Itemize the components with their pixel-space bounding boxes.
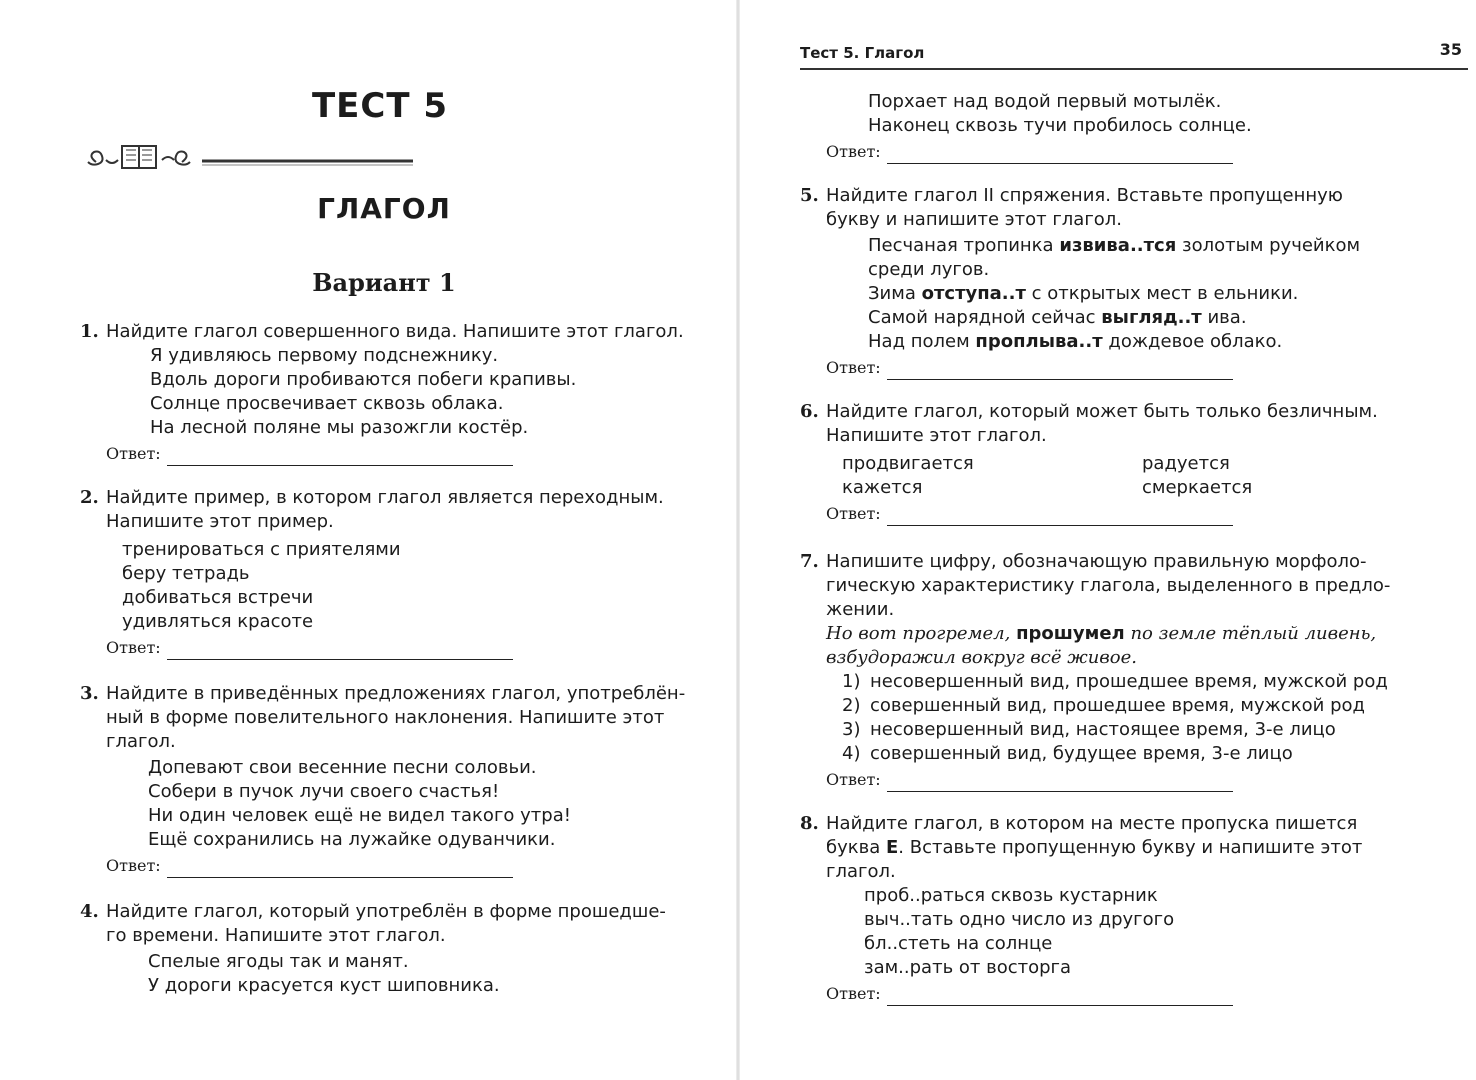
example: удивляться красоте: [122, 611, 314, 632]
question-text: Найдите глагол совершенного вида. Напишите этот глагол.: [106, 321, 684, 342]
sentence: Наконец сквозь тучи пробилось солнце.: [868, 115, 1252, 136]
question-text: Напишите цифру, обозначающую правильную морфоло-: [826, 551, 1367, 572]
sentence: Допевают свои весенние песни соловьи.: [148, 757, 537, 778]
question-text: гическую характеристику глагола, выделенного в предло-: [826, 575, 1391, 596]
question-text: Найдите глагол II спряжения. Вставьте пропущенную: [826, 185, 1343, 206]
choice: радуется: [1142, 453, 1230, 474]
variant-title: Вариант 1: [312, 268, 456, 297]
sentence: Собери в пучок лучи своего счастья!: [148, 781, 500, 802]
choice: продвигается: [842, 453, 974, 474]
question-text: жении.: [826, 599, 895, 620]
running-header: [800, 40, 1468, 70]
question-text: глагол.: [106, 731, 176, 752]
sentence: Ещё сохранились на лужайке одуванчики.: [148, 829, 556, 850]
sentence: Вдоль дороги пробиваются побеги крапивы.: [150, 369, 577, 390]
choice: кажется: [842, 477, 923, 498]
question-number: 7.: [800, 551, 819, 572]
answer-label: Ответ:: [826, 142, 881, 161]
header-title: Тест 5. Глагол: [800, 44, 925, 62]
question-text: Найдите глагол, который употреблён в форме прошедше-: [106, 901, 666, 922]
question-number: 3.: [80, 683, 99, 704]
question-text: Напишите этот пример.: [106, 511, 334, 532]
question-6: [800, 400, 1446, 526]
book-ornament-icon: [78, 140, 418, 180]
sentence: среди лугов.: [868, 259, 990, 280]
sentence: Над полем проплыва..т дождевое облако.: [868, 331, 1283, 352]
answer-label: Ответ:: [106, 638, 161, 657]
question-3: [80, 682, 706, 878]
highlighted-verb: проплыва..т: [975, 331, 1103, 352]
choice: смеркается: [1142, 477, 1253, 498]
example: добиваться встречи: [122, 587, 314, 608]
sentence: Порхает над водой первый мотылёк.: [868, 91, 1222, 112]
example: тренироваться с приятелями: [122, 539, 401, 560]
answer-field[interactable]: [106, 636, 706, 660]
page-number: 35: [1439, 40, 1462, 59]
question-text: букву и напишите этот глагол.: [826, 209, 1123, 230]
question-number: 4.: [80, 901, 99, 922]
option-3[interactable]: 3) несовершенный вид, настоящее время, 3-е лицо: [842, 719, 1336, 740]
highlighted-verb: отступа..т: [921, 283, 1026, 304]
answer-field[interactable]: [106, 854, 706, 878]
question-4: [80, 900, 706, 998]
question-text: Найдите глагол, который может быть только безличным.: [826, 401, 1378, 422]
answer-label: Ответ:: [106, 856, 161, 875]
question-8: [800, 812, 1446, 1006]
sentence: Спелые ягоды так и манят.: [148, 951, 409, 972]
option-4[interactable]: 4) совершенный вид, будущее время, 3-е лицо: [842, 743, 1293, 764]
answer-label: Ответ:: [826, 504, 881, 523]
answer-label: Ответ:: [826, 358, 881, 377]
question-text: Найдите пример, в котором глагол является переходным.: [106, 487, 664, 508]
sentence: Самой нарядной сейчас выгляд..т ива.: [868, 307, 1247, 328]
question-1: [80, 320, 706, 466]
answer-field[interactable]: [826, 982, 1446, 1006]
question-text: Напишите этот глагол.: [826, 425, 1047, 446]
answer-label: Ответ:: [106, 444, 161, 463]
question-number: 6.: [800, 401, 819, 422]
answer-field[interactable]: [826, 356, 1446, 380]
answer-label: Ответ:: [826, 770, 881, 789]
option-1[interactable]: 1) несовершенный вид, прошедшее время, мужской род: [842, 671, 1388, 692]
question-7: [800, 550, 1456, 792]
question-number: 2.: [80, 487, 99, 508]
answer-field[interactable]: [106, 442, 706, 466]
highlighted-verb: прошумел: [1016, 623, 1125, 644]
answer-field[interactable]: [826, 768, 1456, 792]
question-number: 5.: [800, 185, 819, 206]
question-text: Найдите глагол, в котором на месте пропуска пишется: [826, 813, 1358, 834]
right-page: [738, 0, 1476, 1080]
test-title: ТЕСТ 5: [311, 86, 449, 126]
example-sentence: взбудоражил вокруг всё живое.: [826, 647, 1137, 668]
sentence: Ни один человек ещё не видел такого утра!: [148, 805, 571, 826]
answer-field[interactable]: [826, 502, 1446, 526]
question-text: ный в форме повелительного наклонения. Напишите этот: [106, 707, 665, 728]
phrase: зам..рать от восторга: [864, 957, 1072, 978]
sentence: Зима отступа..т с открытых мест в ельники.: [868, 283, 1299, 304]
question-number: 8.: [800, 813, 819, 834]
answer-field[interactable]: [826, 140, 1446, 164]
question-text: го времени. Напишите этот глагол.: [106, 925, 446, 946]
question-5: [800, 184, 1446, 380]
sentence: У дороги красуется куст шиповника.: [148, 975, 500, 996]
sentence: Солнце просвечивает сквозь облака.: [150, 393, 504, 414]
phrase: выч..тать одно число из другого: [864, 909, 1175, 930]
phrase: бл..стеть на солнце: [864, 933, 1053, 954]
question-number: 1.: [80, 321, 99, 342]
question-text: глагол.: [826, 861, 896, 882]
sentence: На лесной поляне мы разожгли костёр.: [150, 417, 529, 438]
option-2[interactable]: 2) совершенный вид, прошедшее время, мужской род: [842, 695, 1365, 716]
phrase: проб..раться сквозь кустарник: [864, 885, 1158, 906]
highlighted-verb: извива..тся: [1059, 235, 1177, 256]
question-4-continued: [826, 90, 1446, 164]
question-text: Найдите в приведённых предложениях глагол, употреблён-: [106, 683, 686, 704]
topic-title: ГЛАГОЛ: [317, 192, 451, 225]
example-sentence: Но вот прогремел, прошумел по земле тёплый ливень,: [826, 623, 1377, 644]
example: беру тетрадь: [122, 563, 250, 584]
highlighted-verb: выгляд..т: [1101, 307, 1202, 328]
answer-label: Ответ:: [826, 984, 881, 1003]
question-2: [80, 486, 706, 660]
sentence: Песчаная тропинка извива..тся золотым ручейком: [868, 235, 1361, 256]
question-text: буква Е. Вставьте пропущенную букву и напишите этот: [826, 837, 1363, 858]
sentence: Я удивляюсь первому подснежнику.: [150, 345, 499, 366]
